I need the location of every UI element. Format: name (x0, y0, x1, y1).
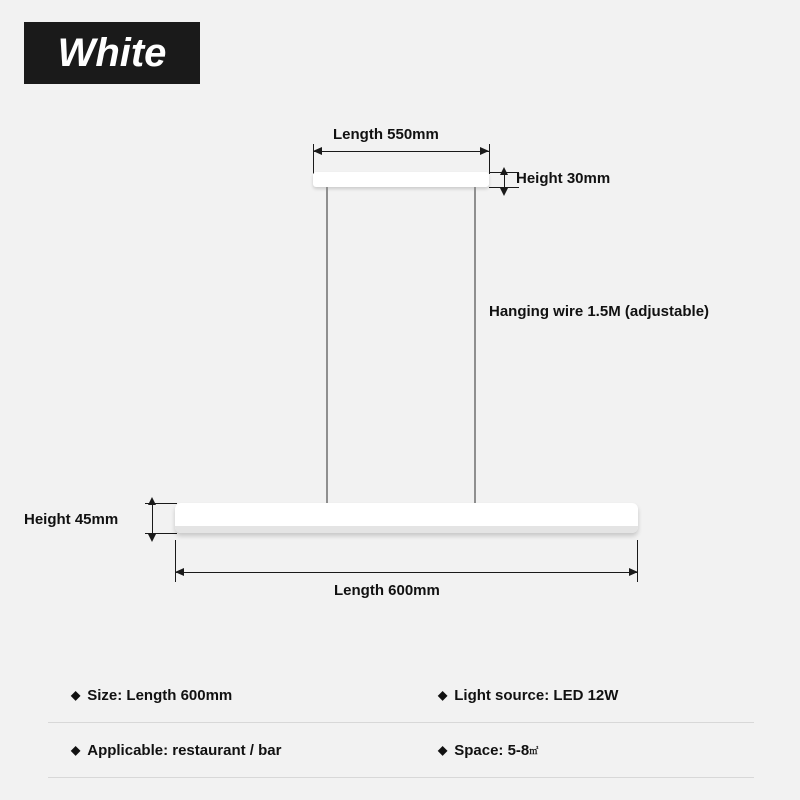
bottom-length-arrow-left (175, 568, 184, 576)
hanging-wire-left (326, 187, 328, 505)
spec-table (48, 668, 754, 778)
ceiling-canopy (313, 172, 489, 187)
spec-size-text: Size: Length 600mm (87, 686, 233, 704)
spec-light-source (438, 687, 754, 704)
spec-row (48, 668, 754, 723)
top-length-tick-left (313, 144, 314, 174)
spec-light-source-text: Light source: LED 12W (454, 686, 619, 704)
spec-space-text: Space: 5-8 (454, 741, 530, 759)
linear-light-bar (175, 503, 638, 533)
bullet-diamond-icon: ◆ (438, 688, 448, 702)
spec-row (48, 723, 754, 778)
light-bar-shadow (175, 526, 638, 533)
spec-applicable (48, 742, 438, 759)
bullet-diamond-icon: ◆ (71, 743, 81, 757)
bullet-diamond-icon: ◆ (438, 743, 448, 757)
spec-applicable-text: Applicable: restaurant / bar (87, 741, 282, 759)
spec-space-unit: ㎡ (529, 745, 539, 756)
top-length-tick-right (489, 144, 490, 174)
bar-height-arrow-down (148, 534, 156, 542)
color-variant-label: White (57, 31, 167, 75)
hanging-wire-label: Hanging wire 1.5M (adjustable) (489, 303, 710, 320)
canopy-height-arrow-down (500, 188, 508, 196)
spec-space (438, 742, 754, 759)
top-length-arrow-right (480, 147, 489, 155)
bottom-length-dimension-line (175, 572, 638, 573)
bottom-length-label: Length 600mm (334, 582, 440, 599)
bullet-diamond-icon: ◆ (71, 688, 81, 702)
spec-size (48, 687, 438, 704)
bar-height-dimension-line (152, 503, 153, 534)
canopy-height-arrow-up (500, 167, 508, 175)
canopy-height-label: Height 30mm (516, 170, 611, 187)
color-variant-badge (24, 22, 200, 84)
top-length-label: Length 550mm (333, 126, 439, 143)
bar-height-label: Height 45mm (24, 511, 119, 528)
hanging-wire-right (474, 187, 476, 505)
bar-height-arrow-up (148, 497, 156, 505)
top-length-arrow-left (313, 147, 322, 155)
bottom-length-arrow-right (629, 568, 638, 576)
top-length-dimension-line (313, 151, 489, 152)
